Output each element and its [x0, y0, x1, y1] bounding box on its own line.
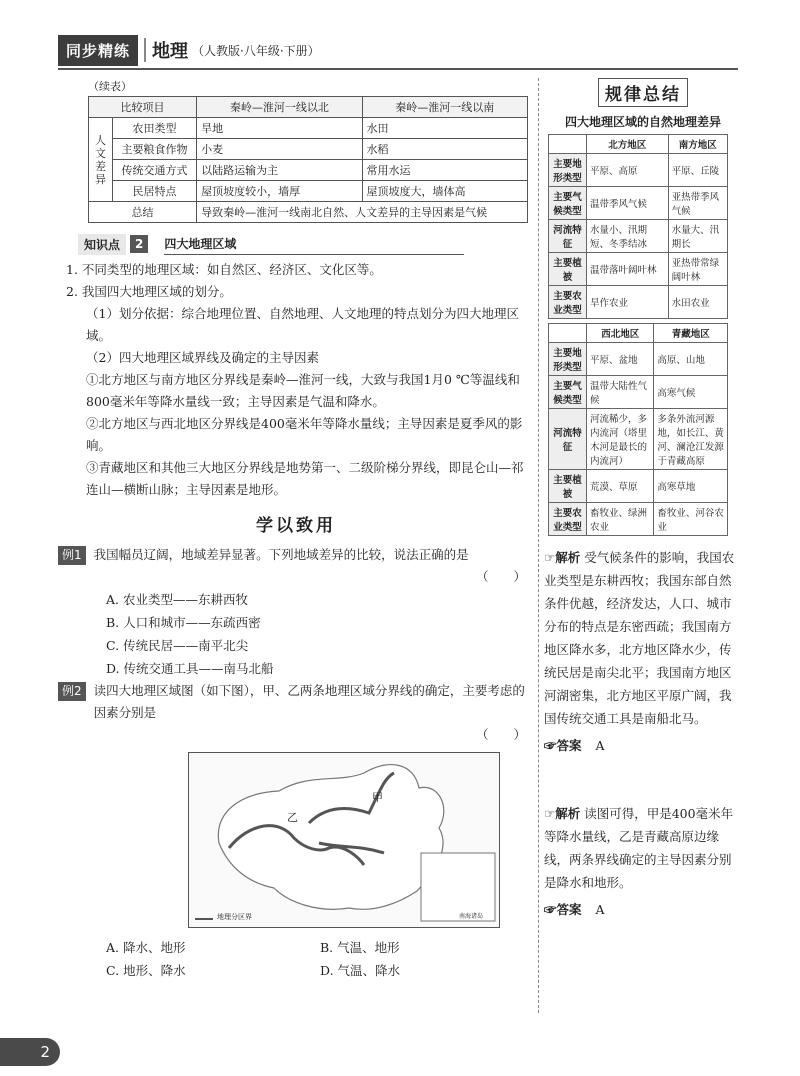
side-column — [544, 78, 742, 918]
cell: 旱作农业 — [587, 286, 669, 319]
table-row — [549, 409, 728, 470]
point: ②北方地区与西北地区分界线是400毫米年等降水量线；主导因素是夏季风的影响。 — [86, 416, 523, 453]
cell: 畜牧业、绿洲农业 — [587, 503, 654, 536]
point: 2. 我国四大地理区域的划分。 — [66, 284, 232, 299]
legend-label: 地理分区界 — [217, 913, 252, 921]
china-region-map — [188, 752, 500, 928]
answer-blank[interactable]: （ ） — [475, 727, 526, 742]
example-1 — [58, 544, 534, 588]
table-row — [549, 376, 728, 409]
edition-label: （人教版·八年级·下册） — [192, 43, 320, 58]
table-row — [89, 160, 528, 181]
region-table-north-south — [548, 134, 728, 319]
col-header: 北方地区 — [587, 135, 669, 154]
point: （1）划分依据：综合地理位置、自然地理、人文地理的特点划分为四大地理区域。 — [86, 306, 519, 343]
map-drawing — [189, 753, 499, 927]
cell: 高原、山地 — [654, 343, 728, 376]
continued-label: （续表） — [88, 80, 132, 93]
answer-label: 答案 — [556, 738, 582, 753]
option[interactable]: C. 传统民居——南平北尖 — [106, 638, 249, 653]
point: ①北方地区与南方地区分界线是秦岭—淮河一线，大致与我国1月0 ℃等温线和800毫米年等降水量线一致；主导因素是气温和降水。 — [86, 372, 520, 409]
option[interactable]: A. 降水、地形 — [106, 940, 186, 955]
cell: 畜牧业、河谷农业 — [654, 503, 728, 536]
example-tag: 例1 — [58, 546, 86, 565]
col-header: 秦岭—淮河一线以南 — [362, 97, 527, 118]
row-label: 河流特征 — [549, 220, 587, 253]
table-row — [89, 202, 528, 223]
point: （2）四大地理区域界线及确定的主导因素 — [86, 350, 319, 365]
analysis-label: 解析 — [555, 806, 581, 821]
point: ③青藏地区和其他三大地区分界线是地势第一、二级阶梯分界线，即昆仑山—祁连山—横断山脉；主导因素是地形。 — [86, 460, 524, 497]
inset-box — [421, 853, 495, 921]
row-label: 传统交通方式 — [113, 160, 197, 181]
row-label: 主要气候类型 — [549, 187, 587, 220]
cell: 河流稀少，多内流河（塔里木河是最长的内流河） — [587, 409, 654, 470]
inset-label: 南海诸岛 — [459, 913, 484, 920]
analysis-text: 受气候条件的影响，我国农业类型是东耕西牧；我国东部自然条件优越，经济发达，人口、城市分布的特点是东密西疏；我国南方地区降水多，北方地区降水少，传统民居是南尖北平；我国南方地区河湖密集，北方地区平原广阔，我国传统交通工具是南船北马。 — [544, 550, 735, 726]
cell: 屋顶坡度较小，墙厚 — [197, 181, 362, 202]
cell: 水稻 — [362, 139, 527, 160]
label-yi: 乙 — [287, 811, 298, 824]
table-row — [89, 139, 528, 160]
row-label: 主要农业类型 — [549, 503, 587, 536]
main-column — [58, 78, 534, 982]
cell: 多条外流河源地，如长江、黄河、澜沧江发源于青藏高原 — [654, 409, 728, 470]
option[interactable]: B. 气温、地形 — [320, 940, 400, 955]
table-row — [89, 181, 528, 202]
cell: 高寒气候 — [654, 376, 728, 409]
section-title: 学以致用 — [256, 516, 336, 536]
question-text: 我国幅员辽阔，地域差异显著。下列地域差异的比较，说法正确的是 — [93, 547, 469, 562]
cell: 屋顶坡度大，墙体高 — [362, 181, 527, 202]
table-row — [89, 118, 528, 139]
row-label: 主要农业类型 — [549, 286, 587, 319]
page-number: 2 — [0, 1038, 60, 1066]
knowledge-point-heading — [78, 233, 534, 255]
answer-value: A — [595, 902, 605, 917]
option[interactable]: B. 人口和城市——东疏西密 — [106, 615, 261, 630]
rule-title-box — [598, 78, 688, 107]
cell: 水量小、汛期短、冬季结冰 — [587, 220, 669, 253]
row-label: 农田类型 — [113, 118, 197, 139]
cell: 温带季风气候 — [587, 187, 669, 220]
knowledge-number: 2 — [130, 235, 148, 253]
header-rule — [58, 68, 738, 70]
answer-label: 答案 — [556, 902, 582, 917]
row-label: 主要植被 — [549, 470, 587, 503]
cell: 小麦 — [197, 139, 362, 160]
group-label: 人文差异 — [89, 118, 113, 202]
point: 1. 不同类型的地理区域：如自然区、经济区、文化区等。 — [66, 262, 382, 277]
option-list — [58, 936, 534, 982]
pointer-icon: ☞ — [544, 806, 556, 821]
table-row — [549, 187, 728, 220]
pointer-icon: ☞ — [544, 902, 557, 917]
option[interactable]: A. 农业类型——东耕西牧 — [106, 592, 248, 607]
table-row — [549, 220, 728, 253]
row-label: 主要地形类型 — [549, 154, 587, 187]
knowledge-content — [58, 259, 534, 501]
table-row — [549, 253, 728, 286]
example-tag: 例2 — [58, 682, 86, 701]
region-table-northwest-tibet — [548, 323, 728, 536]
option[interactable]: C. 地形、降水 — [106, 963, 186, 978]
table-row — [549, 470, 728, 503]
table-row — [549, 503, 728, 536]
example-2 — [58, 680, 534, 746]
subject-title: 地理 — [152, 41, 189, 62]
row-label: 总结 — [89, 202, 197, 223]
column-divider — [538, 78, 539, 1013]
summary-cell: 导致秦岭—淮河一线南北自然、人文差异的主导因素是气候 — [197, 202, 528, 223]
col-header: 西北地区 — [587, 324, 654, 343]
col-header: 南方地区 — [668, 135, 727, 154]
answer-blank[interactable]: （ ） — [475, 569, 526, 584]
cell: 水田 — [362, 118, 527, 139]
series-badge: 同步精练 — [58, 35, 138, 66]
option[interactable]: D. 气温、降水 — [320, 963, 401, 978]
cell: 平原、盆地 — [587, 343, 654, 376]
answer-2 — [544, 900, 742, 918]
pointer-icon: ☞ — [544, 550, 556, 565]
table-row — [549, 343, 728, 376]
option[interactable]: D. 传统交通工具——南马北船 — [106, 661, 274, 676]
col-header — [549, 135, 587, 154]
cell: 荒漠、草原 — [587, 470, 654, 503]
analysis-text: 读图可得，甲是400毫米年等降水量线，乙是青藏高原边缘线，两条界线确定的主导因素分别是降水和地形。 — [544, 806, 734, 890]
row-label: 主要地形类型 — [549, 343, 587, 376]
cell: 亚热带季风气候 — [668, 187, 727, 220]
col-header: 比较项目 — [89, 97, 197, 118]
knowledge-tag: 知识点 — [78, 234, 126, 255]
cell: 常用水运 — [362, 160, 527, 181]
option-list — [58, 588, 534, 680]
page-header — [58, 35, 738, 65]
table-row — [549, 286, 728, 319]
answer-1 — [544, 736, 742, 754]
question-text: 读四大地理区域图（如下图），甲、乙两条地理区域分界线的确定，主要考虑的因素分别是 — [93, 683, 525, 720]
table-row — [549, 154, 728, 187]
row-label: 主要气候类型 — [549, 376, 587, 409]
row-label: 主要植被 — [549, 253, 587, 286]
cell: 旱地 — [197, 118, 362, 139]
answer-value: A — [595, 738, 605, 753]
rule-subtitle: 四大地理区域的自然地理差异 — [564, 115, 721, 129]
row-label: 主要粮食作物 — [113, 139, 197, 160]
label-jia: 甲 — [372, 791, 383, 804]
cell: 水田农业 — [668, 286, 727, 319]
cell: 温带落叶阔叶林 — [587, 253, 669, 286]
col-header: 青藏地区 — [654, 324, 728, 343]
pointer-icon: ☞ — [544, 738, 557, 753]
comparison-table — [88, 96, 528, 223]
rule-title: 规律总结 — [605, 85, 681, 105]
cell: 水量大、汛期长 — [668, 220, 727, 253]
country-outline — [218, 765, 443, 910]
cell: 温带大陆性气候 — [587, 376, 654, 409]
cell: 平原、丘陵 — [668, 154, 727, 187]
cell: 高寒草地 — [654, 470, 728, 503]
knowledge-title: 四大地理区域 — [164, 233, 464, 255]
analysis-1 — [544, 546, 742, 730]
row-label: 河流特征 — [549, 409, 587, 470]
cell: 亚热带常绿阔叶林 — [668, 253, 727, 286]
cell: 平原、高原 — [587, 154, 669, 187]
row-label: 民居特点 — [113, 181, 197, 202]
analysis-label: 解析 — [555, 550, 581, 565]
header-divider — [144, 38, 146, 62]
cell: 以陆路运输为主 — [197, 160, 362, 181]
col-header — [549, 324, 587, 343]
col-header: 秦岭—淮河一线以北 — [197, 97, 362, 118]
analysis-2 — [544, 802, 742, 894]
